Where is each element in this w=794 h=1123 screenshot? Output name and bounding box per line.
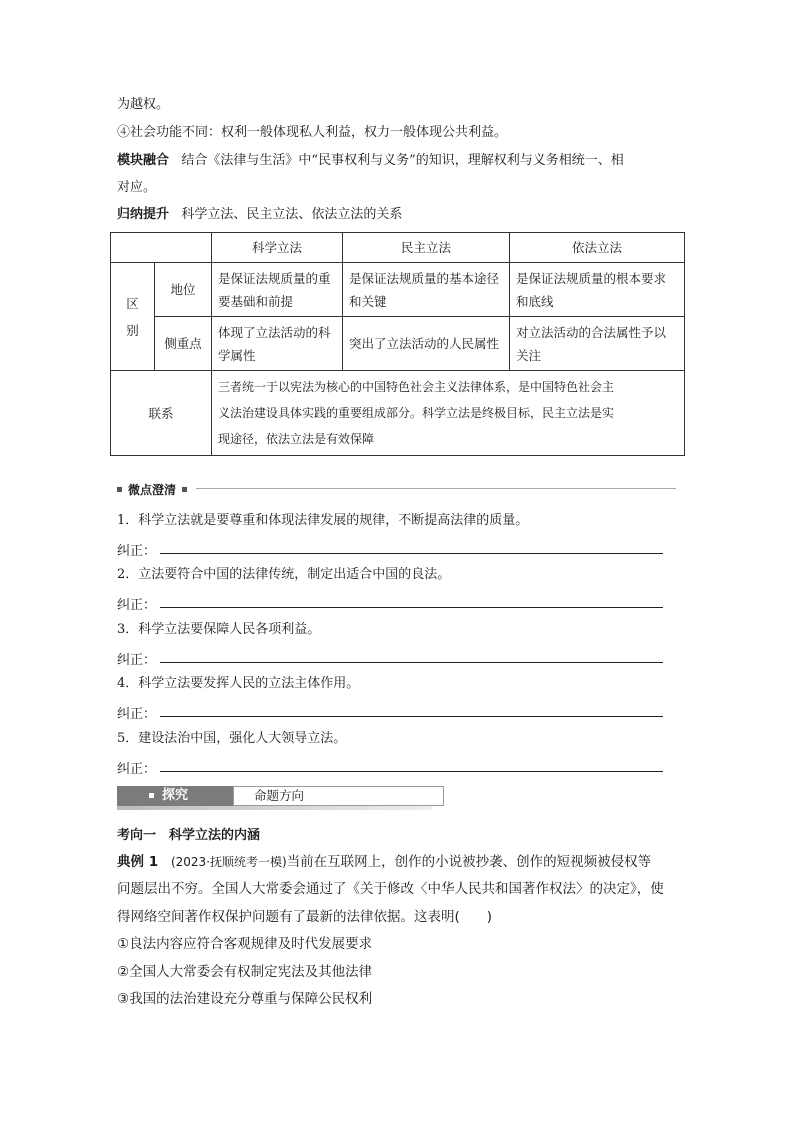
status-lawful: 是保证法规质量的根本要求和底线	[510, 263, 685, 317]
clarify-rule	[196, 488, 676, 489]
correction-line-4[interactable]	[160, 716, 663, 717]
square-bullet-icon	[182, 487, 187, 492]
region-label: 区 别	[111, 263, 155, 371]
clarify-item-4: 4．科学立法要发挥人民的立法主体作用。	[117, 676, 360, 691]
clarify-item-2: 2．立法要符合中国的法律传统，制定出适合中国的良法。	[117, 567, 451, 582]
module-fusion	[117, 153, 624, 169]
example-label: 典例 1	[117, 854, 159, 870]
clarify-heading	[117, 481, 187, 498]
link-text: 三者统一于以宪法为核心的中国特色社会主义法律体系，是中国特色社会主 义法治建设具体实践的重要组成部分。科学立法是终极目标，民主立法是实 现途径，依法立法是有效保障	[212, 371, 685, 456]
tab-explore: 探究	[117, 786, 233, 806]
table-row-status	[111, 263, 685, 317]
correction-label-2: 纠正：	[117, 598, 157, 613]
intro-line-2: ④社会功能不同：权利一般体现私人利益，权力一般体现公共利益。	[117, 125, 508, 140]
legislation-relationship-table	[110, 232, 685, 456]
clarify-item-5: 5．建设法治中国，强化人大领导立法。	[117, 731, 347, 746]
header-lawful: 依法立法	[510, 233, 685, 263]
direction-heading: 考向一 科学立法的内涵	[117, 828, 261, 843]
correction-label-1: 纠正：	[117, 544, 157, 559]
module-text: 结合《法律与生活》中“民事权利与义务”的知识，理解权利与义务相统一、相	[181, 153, 624, 168]
focus-democratic: 突出了立法活动的人民属性	[343, 317, 510, 371]
clarify-item-3: 3．科学立法要保障人民各项利益。	[117, 622, 321, 637]
table-corner-cell	[111, 233, 212, 263]
correction-label-5: 纠正：	[117, 762, 157, 777]
correction-label-3: 纠正：	[117, 653, 157, 668]
option-2: ②全国人大常委会有权制定宪法及其他法律	[117, 964, 373, 980]
status-democratic: 是保证法规质量的基本途径和关键	[343, 263, 510, 317]
header-democratic: 民主立法	[343, 233, 510, 263]
table-row-focus	[111, 317, 685, 371]
clarify-item-1: 1．科学立法就是要尊重和体现法律发展的规律，不断提高法律的质量。	[117, 513, 529, 528]
intro-line-1: 为越权。	[117, 97, 170, 112]
status-scientific: 是保证法规质量的重要基础和前提	[212, 263, 343, 317]
focus-lawful: 对立法活动的合法属性予以关注	[510, 317, 685, 371]
example-line-2: 问题层出不穷。全国人大常委会通过了《关于修改〈中华人民共和国著作权法〉的决定》，使	[117, 881, 664, 897]
module-label: 模块融合	[117, 153, 170, 168]
focus-scientific: 体现了立法活动的科学属性	[212, 317, 343, 371]
example-line-3: 得网络空间著作权保护问题有了最新的法律依据。这表明( )	[117, 909, 493, 925]
focus-label: 侧重点	[155, 317, 212, 371]
correction-line-5[interactable]	[160, 771, 663, 772]
summary-label: 归纳提升	[117, 207, 170, 222]
correction-label-4: 纠正：	[117, 707, 157, 722]
summary-title: 科学立法、民主立法、依法立法的关系	[181, 207, 403, 222]
option-1: ①良法内容应符合客观规律及时代发展要求	[117, 936, 373, 952]
module-text-2: 对应。	[117, 180, 157, 195]
status-label: 地位	[155, 263, 212, 317]
example-line-1: 典例 1 (2023·抚顺统考一模)当前在互联网上，创作的小说被抄袭、创作的短视频被侵权等	[117, 854, 652, 870]
square-bullet-icon	[149, 793, 154, 798]
correction-line-1[interactable]	[160, 553, 663, 554]
summary-heading	[117, 207, 402, 223]
clarify-title: 微点澄清	[128, 483, 177, 497]
table-header-row	[111, 233, 685, 263]
correction-line-2[interactable]	[160, 607, 663, 608]
header-scientific: 科学立法	[212, 233, 343, 263]
correction-line-3[interactable]	[160, 662, 663, 663]
table-row-link	[111, 371, 685, 456]
option-3: ③我国的法治建设充分尊重与保障公民权利	[117, 991, 373, 1007]
square-bullet-icon	[117, 487, 122, 492]
tab-underline	[117, 806, 432, 810]
link-label: 联系	[111, 371, 212, 456]
tab-proposition-direction: 命题方向	[233, 786, 444, 806]
example-source: (2023·抚顺统考一模)	[170, 855, 287, 869]
explore-tab-bar	[117, 786, 432, 806]
